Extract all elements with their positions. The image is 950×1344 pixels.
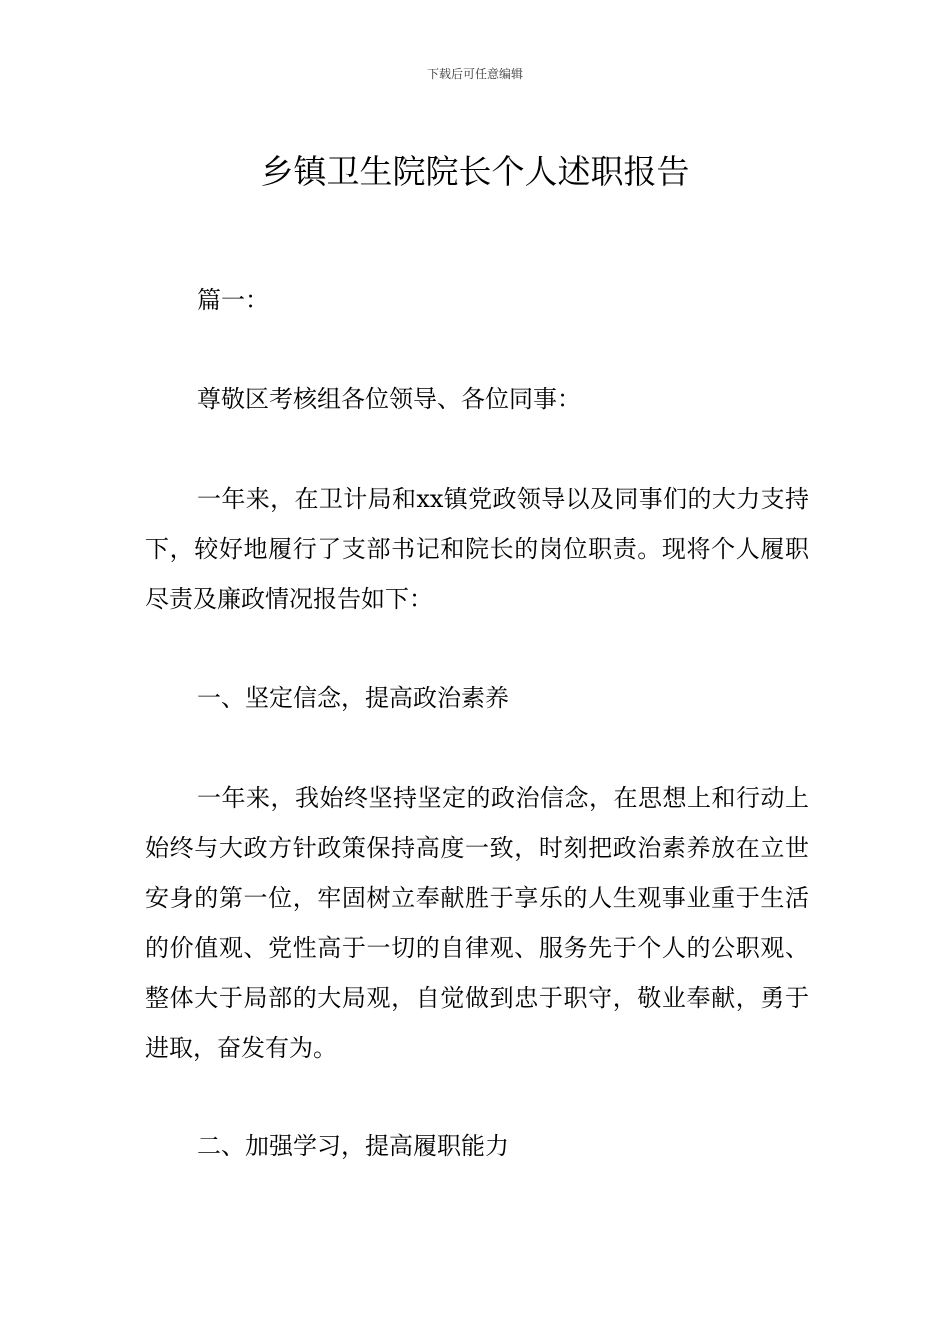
salutation: 尊敬区考核组各位领导、各位同事： — [197, 385, 581, 413]
section-1-body: 一年来，我始终坚持坚定的政治信念，在思想上和行动上始终与大政方针政策保持高度一致，时刻把政治素养放在立世安身的第一位，牢固树立奉献胜于享乐的人生观事业重于生活的价值观、党性高于一切的自律观、服务先于个人的公职观、整体大于局部的大局观，自觉做到忠于职守，敬业奉献，勇于进取，奋发有为。 — [145, 784, 809, 1062]
section-2-heading: 二、加强学习，提高履职能力 — [197, 1132, 509, 1160]
header-note: 下载后可任意编辑 — [426, 67, 523, 81]
part-label: 篇一： — [197, 286, 269, 314]
section-1-heading: 一、坚定信念，提高政治素养 — [197, 684, 509, 712]
document-title: 乡镇卫生院院长个人述职报告 — [260, 152, 690, 192]
intro-paragraph: 一年来，在卫计局和xx镇党政领导以及同事们的大力支持下，较好地履行了支部书记和院长的岗位职责。现将个人履职尽责及廉政情况报告如下： — [145, 485, 809, 613]
